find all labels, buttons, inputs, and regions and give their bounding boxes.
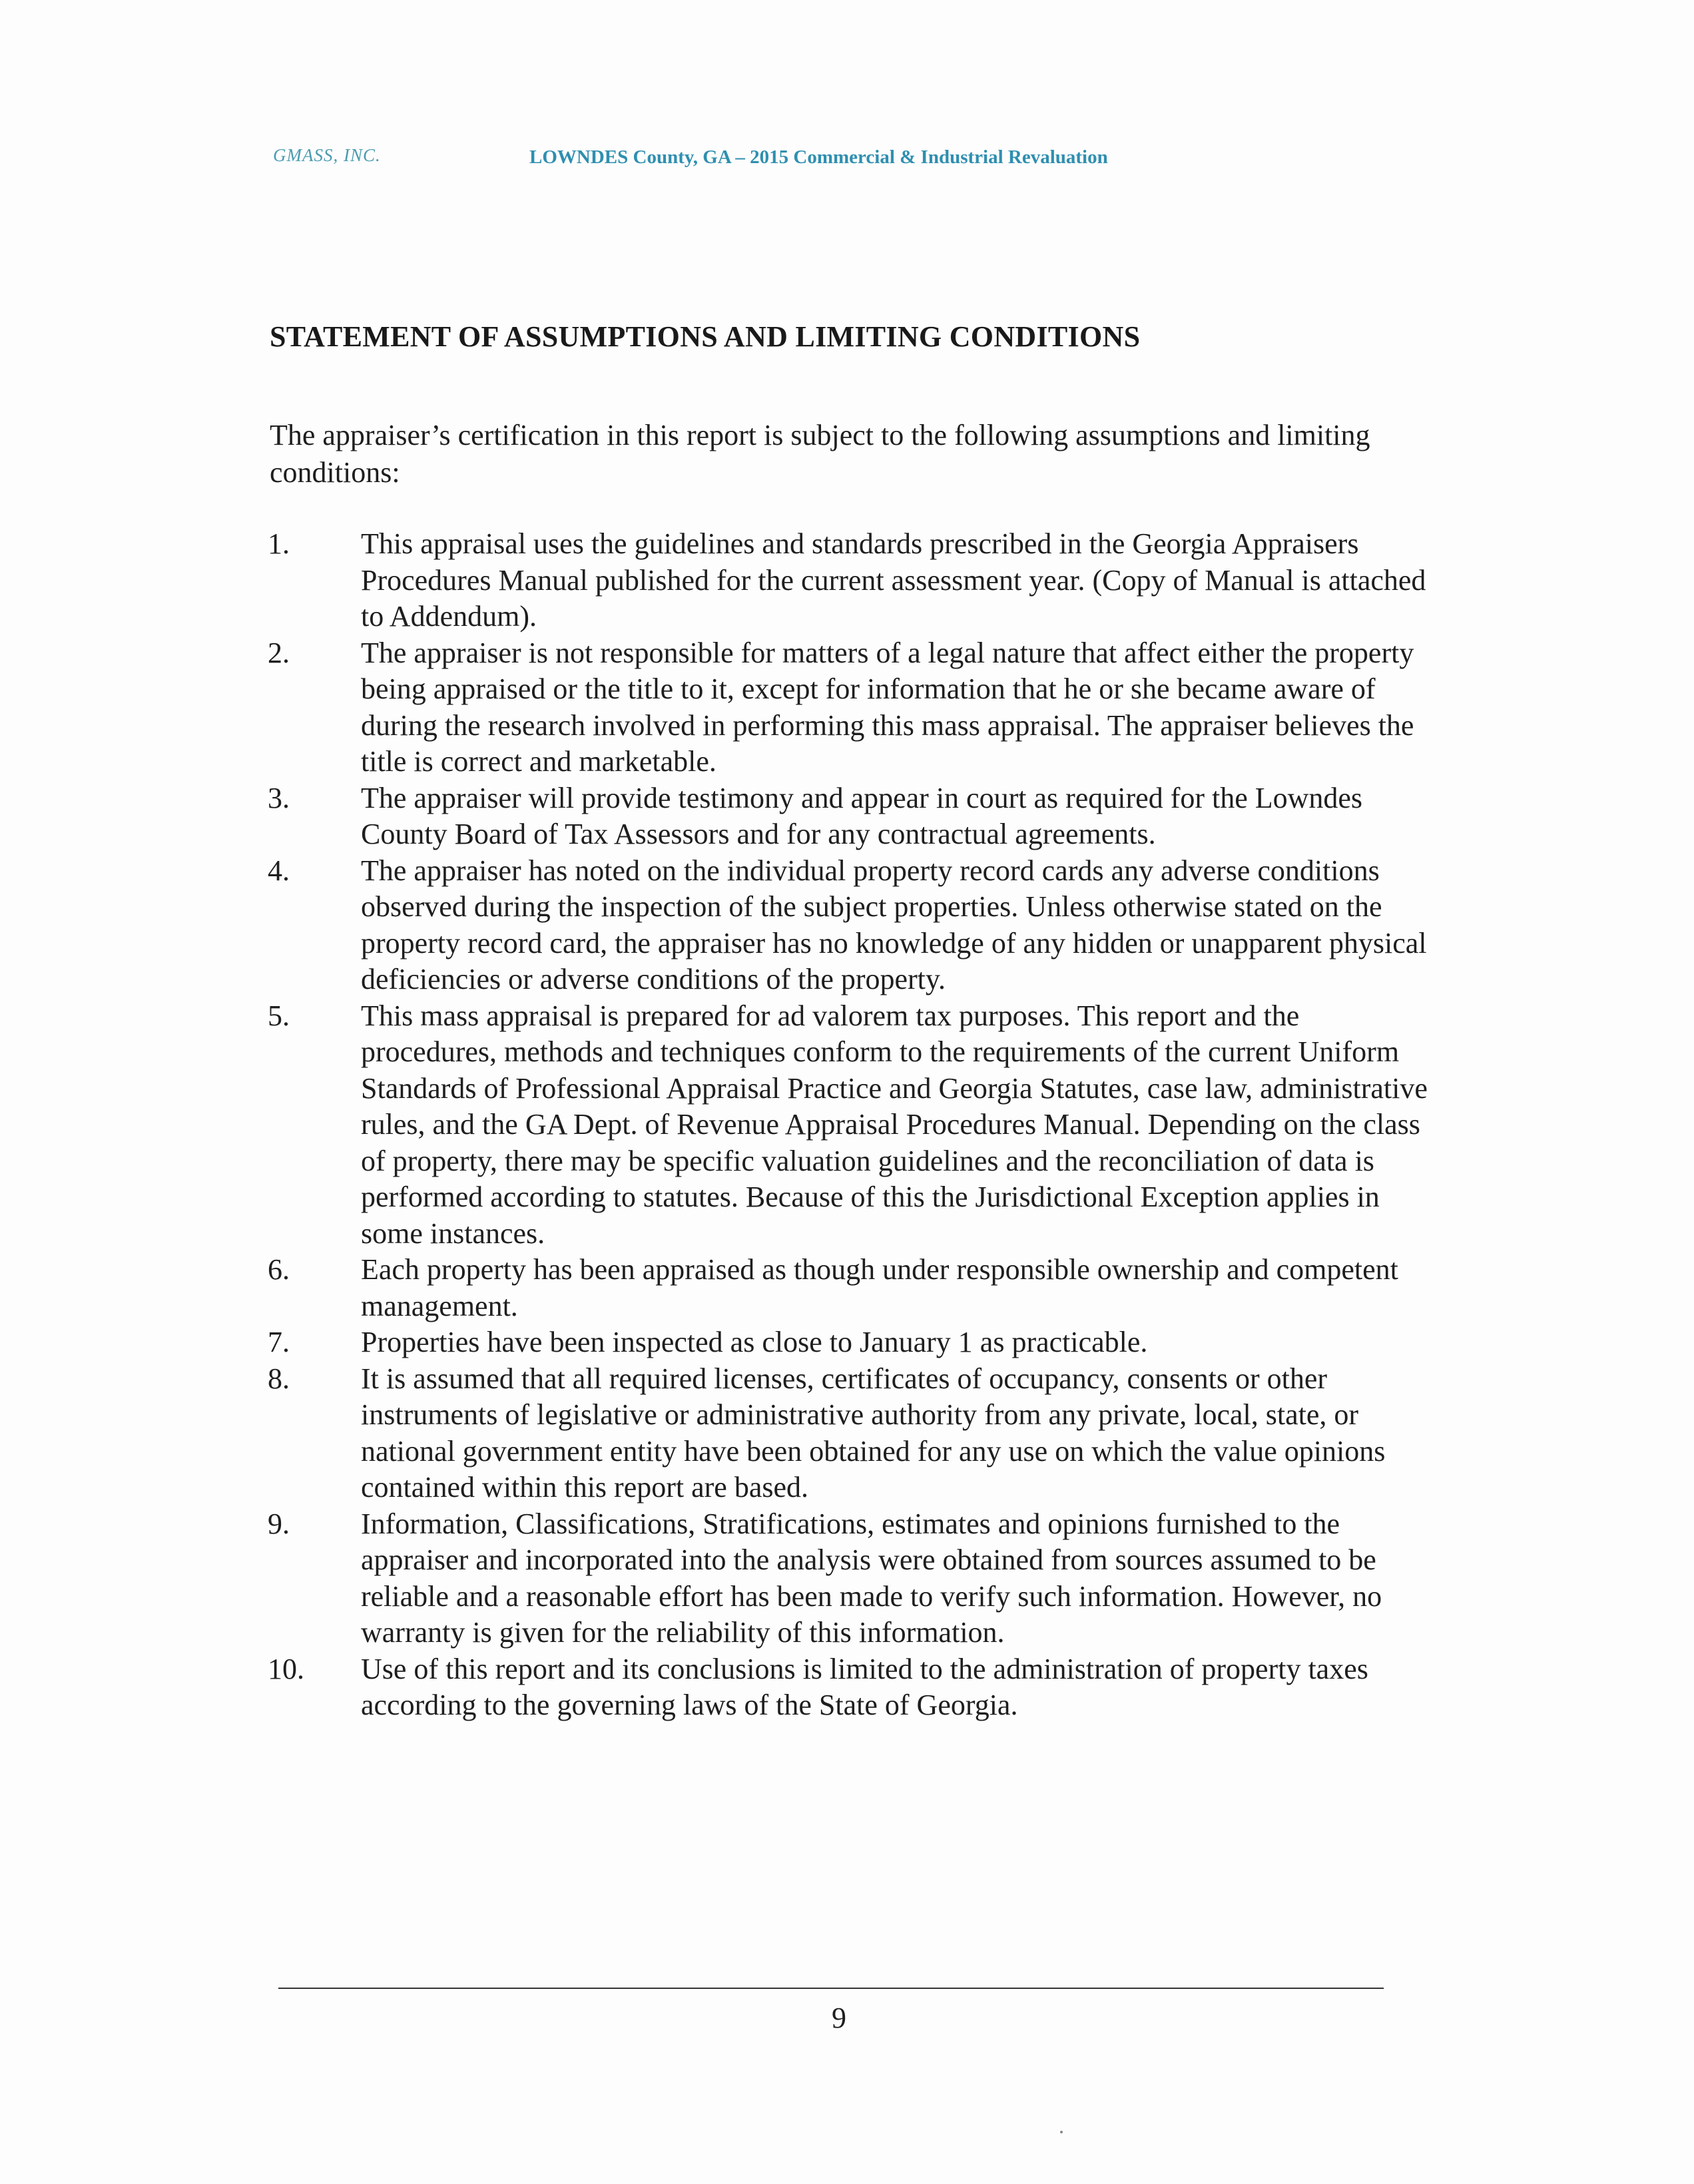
list-item-text: This mass appraisal is prepared for ad valorem tax purposes. This report and the procedures, methods and techniques conform to the requirements of the current Uniform Standards of Professional Appraisal Practice and Georgia Statutes, case law, administrative rules, and the GA Dept. of Revenue Appraisal Procedures Manual. Depending on the class of property, there may be specific valuation guidelines and the reconciliation of data is performed according to statutes. Because of this the Jurisdictional Exception applies in some instances. (361, 999, 1428, 1250)
conditions-list (261, 526, 1433, 1724)
list-item (261, 780, 1433, 853)
list-item-text: The appraiser has noted on the individual property record cards any adverse conditions observed during the inspection of the subject properties. Unless otherwise stated on the property record card, the appraiser has no knowledge of any hidden or unapparent physical deficiencies or adverse conditions of the property. (361, 854, 1427, 995)
list-item-number: 6. (268, 1253, 290, 1286)
list-item-number: 1. (268, 527, 290, 560)
list-item-text: Each property has been appraised as though under responsible ownership and competent management. (361, 1253, 1398, 1322)
list-item (261, 1651, 1433, 1724)
list-item-number: 8. (268, 1362, 290, 1395)
intro-paragraph: The appraiser’s certification in this report is subject to the following assumptions and limiting conditions: (270, 419, 1370, 489)
list-item-number: 5. (268, 999, 290, 1032)
list-item-text: This appraisal uses the guidelines and standards prescribed in the Georgia Appraisers Procedures Manual published for the current assessment year. (Copy of Manual is attached to Addendum). (361, 527, 1426, 633)
list-item (261, 526, 1433, 635)
list-item-number: 10. (268, 1652, 304, 1685)
list-item-number: 3. (268, 781, 290, 814)
list-item (261, 998, 1433, 1252)
list-item-number: 9. (268, 1507, 290, 1540)
list-item-number: 4. (268, 854, 290, 887)
header-company: GMASS, INC. (273, 145, 381, 165)
list-item (261, 1361, 1433, 1506)
list-item (261, 853, 1433, 998)
header-title: LOWNDES County, GA – 2015 Commercial & Industrial Revaluation (529, 146, 1108, 168)
list-item-number: 7. (268, 1326, 290, 1358)
page-header (273, 145, 1472, 178)
scan-speck (1060, 2131, 1063, 2133)
list-item-text: Use of this report and its conclusions is limited to the administration of property taxes according to the governing laws of the State of Georgia. (361, 1652, 1368, 1721)
page-number: 9 (832, 2002, 846, 2034)
list-item (261, 1252, 1433, 1324)
list-item (261, 1324, 1433, 1361)
list-item-text: The appraiser is not responsible for matters of a legal nature that affect either the property being appraised or the title to it, except for information that he or she became aware of during the research involved in performing this mass appraisal. The appraiser believes the title is correct and marketable. (361, 636, 1414, 778)
list-item-text: Properties have been inspected as close to January 1 as practicable. (361, 1326, 1148, 1358)
document-title: STATEMENT OF ASSUMPTIONS AND LIMITING CONDITIONS (270, 320, 1141, 353)
footer-divider (278, 1988, 1384, 1989)
list-item (261, 1506, 1433, 1651)
list-item-text: It is assumed that all required licenses, certificates of occupancy, consents or other instruments of legislative or administrative authority from any private, local, state, or national government entity have been obtained for any use on which the value opinions contained within this report are based. (361, 1362, 1386, 1503)
list-item-number: 2. (268, 636, 290, 669)
list-item-text: The appraiser will provide testimony and appear in court as required for the Lowndes County Board of Tax Assessors and for any contractual agreements. (361, 781, 1363, 850)
list-item-text: Information, Classifications, Stratifications, estimates and opinions furnished to the appraiser and incorporated into the analysis were obtained from sources assumed to be reliable and a reasonable effort has been made to verify such information. However, no warranty is given for the reliability of this information. (361, 1507, 1382, 1649)
list-item (261, 635, 1433, 780)
